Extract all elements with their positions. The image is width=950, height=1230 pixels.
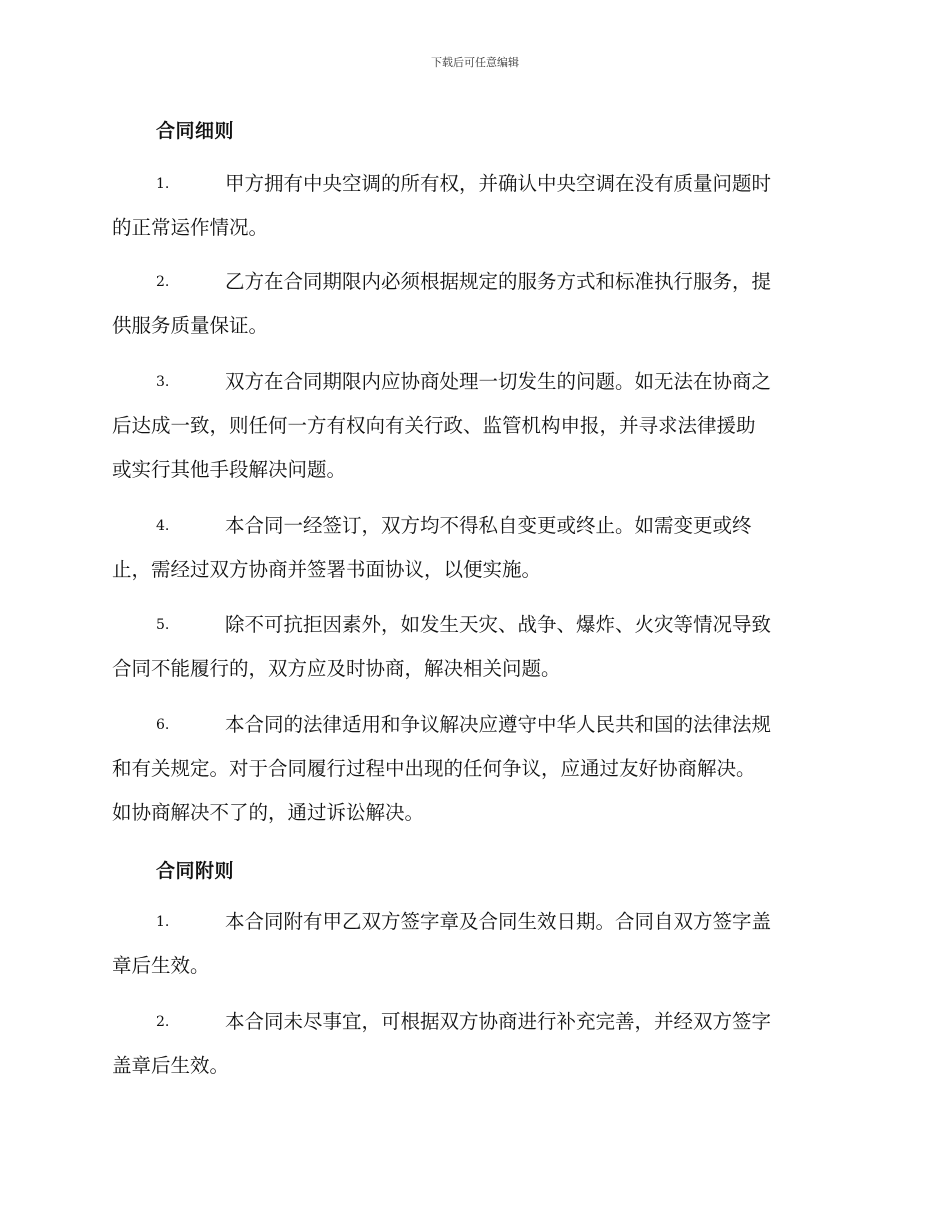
clause-text: 本合同未尽事宜，可根据双方协商进行补充完善，并经双方签字 xyxy=(225,1010,772,1033)
page-header: 下载后可任意编辑 xyxy=(431,56,519,69)
clause-number: 6. xyxy=(156,717,170,733)
clause-text-continued: 盖章后生效。 xyxy=(112,1054,230,1077)
clause-text: 乙方在合同期限内必须根据规定的服务方式和标准执行服务，提 xyxy=(225,270,772,293)
clause-text: 本合同的法律适用和争议解决应遵守中华人民共和国的法律法规 xyxy=(225,713,772,736)
clause-number: 3. xyxy=(156,374,170,390)
clause-2 xyxy=(112,260,838,348)
clause-number: 2. xyxy=(156,1014,170,1030)
clause-1 xyxy=(112,162,838,250)
clause-text-continued: 止，需经过双方协商并签署书面协议，以便实施。 xyxy=(112,558,542,581)
clause-text-continued: 如协商解决不了的，通过诉讼解决。 xyxy=(112,801,425,824)
clause-text-continued: 后达成一致，则任何一方有权向有关行政、监管机构申报，并寻求法律援助 xyxy=(112,414,756,437)
clause-text-continued: 的正常运作情况。 xyxy=(112,216,269,239)
clause-text: 本合同一经签订，双方均不得私自变更或终止。如需变更或终 xyxy=(225,514,752,537)
appendix-clause-2 xyxy=(112,1000,838,1088)
clause-text-continued: 供服务质量保证。 xyxy=(112,314,269,337)
clause-number: 4. xyxy=(156,518,170,534)
clause-text: 除不可抗拒因素外，如发生天灾、战争、爆炸、火灾等情况导致 xyxy=(225,613,772,636)
clause-6 xyxy=(112,703,838,835)
section-title-appendix: 合同附则 xyxy=(156,860,235,882)
clause-number: 1. xyxy=(156,914,170,930)
clause-text-continued: 和有关规定。对于合同履行过程中出现的任何争议，应通过友好协商解决。 xyxy=(112,757,756,780)
clause-text-continued: 合同不能履行的，双方应及时协商，解决相关问题。 xyxy=(112,657,561,680)
clause-text: 本合同附有甲乙双方签字章及合同生效日期。合同自双方签字盖 xyxy=(225,910,772,933)
appendix-clause-1 xyxy=(112,900,838,988)
clause-number: 2. xyxy=(156,274,170,290)
clause-text-continued: 或实行其他手段解决问题。 xyxy=(112,458,347,481)
clause-number: 5. xyxy=(156,617,170,633)
clause-text-continued: 章后生效。 xyxy=(112,954,210,977)
clause-text: 双方在合同期限内应协商处理一切发生的问题。如无法在协商之 xyxy=(225,370,772,393)
clause-number: 1. xyxy=(156,176,170,192)
clause-3 xyxy=(112,360,838,492)
clause-5 xyxy=(112,603,838,691)
clause-text: 甲方拥有中央空调的所有权，并确认中央空调在没有质量问题时 xyxy=(225,172,772,195)
section-title-details: 合同细则 xyxy=(156,120,235,142)
clause-4 xyxy=(112,504,838,592)
